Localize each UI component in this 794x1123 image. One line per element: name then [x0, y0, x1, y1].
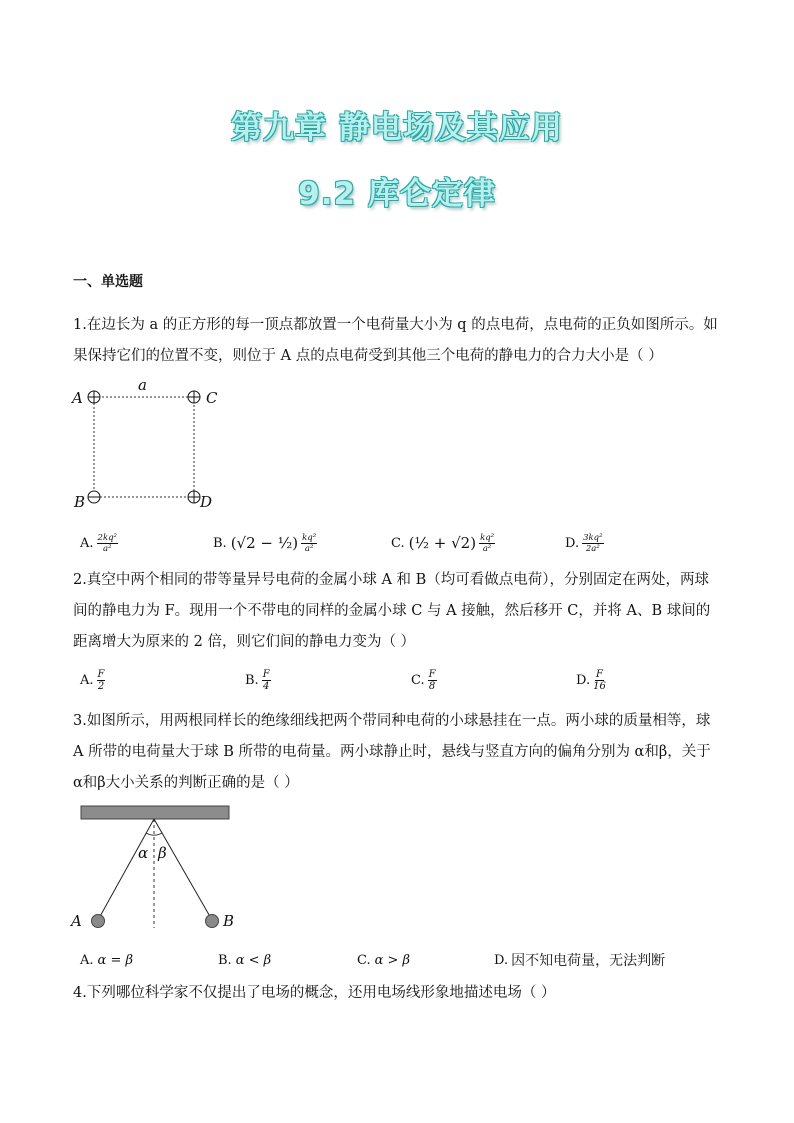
q3-option-b[interactable]: B. α < β	[218, 952, 272, 968]
charge-A-positive	[88, 391, 100, 403]
q1-option-b[interactable]: B. (√2 − ½) $\frac{\text{kq²}}{\text{a²}}$	[213, 532, 317, 554]
q2-option-b[interactable]: B. $\frac{F}{4}$	[245, 668, 270, 692]
chapter-title: 第九章 静电场及其应用	[231, 110, 563, 146]
question-2-options	[80, 667, 720, 693]
square-outline	[94, 397, 194, 497]
label-ball-A: A	[71, 912, 82, 930]
q1-option-a[interactable]: A. $\frac{\text{2kq²}}{\text{a²}}$	[80, 532, 117, 554]
ball-B	[206, 915, 219, 928]
q3-option-c[interactable]: C. α > β	[357, 952, 411, 968]
label-alpha: α	[138, 844, 149, 862]
label-beta: β	[158, 844, 167, 862]
question-2-stem: 2.真空中两个相同的带等量异号电荷的金属小球 A 和 B（均可看做点电荷），分别固定在两处，两球间的静电力为 F。现用一个不带电的同样的金属小球 C 与 A 接触，然后移开 C，并将 A、B 球间的距离增大为原来的 2 倍，则它们间的静电力变为（ ）	[73, 572, 711, 650]
q1-option-d[interactable]: D. $\frac{\text{3kq²}}{\text{2a²}}$	[565, 532, 603, 554]
label-side-a: a	[138, 376, 147, 394]
section-heading: 一、单选题	[73, 274, 143, 290]
pendulum-figure	[65, 800, 245, 940]
q1-option-c[interactable]: C. (½ + √2) $\frac{\text{kq²}}{\text{a²}}$	[391, 532, 495, 554]
charge-D-positive	[188, 491, 200, 503]
ceiling-bar	[81, 806, 229, 819]
label-A: A	[72, 389, 83, 407]
question-3-stem: 3.如图所示，用两根同样长的绝缘细线把两个带同种电荷的小球悬挂在一点。两小球的质量相等，球 A 所带的电荷量大于球 B 所带的电荷量。两小球静止时，悬线与竖直方向的偏角分别为 α和β，关于 α和β大小关系的判断正确的是（ ）	[73, 713, 711, 791]
label-ball-B: B	[223, 912, 235, 930]
label-D: D	[200, 493, 213, 511]
question-3-options	[80, 947, 720, 973]
ball-A	[92, 915, 105, 928]
square-charges-figure	[60, 376, 240, 511]
charge-B-negative	[88, 491, 100, 503]
thread-B	[154, 819, 212, 920]
question-1-options	[80, 530, 720, 556]
question-4-stem: 4.下列哪位科学家不仅提出了电场的概念，还用电场线形象地描述电场（ ）	[73, 985, 556, 1001]
section-title: 9.2 库仑定律	[298, 176, 496, 212]
q2-option-d[interactable]: D. $\frac{F}{16}$	[576, 668, 606, 692]
q2-option-c[interactable]: C. $\frac{F}{8}$	[411, 668, 436, 692]
q3-option-a[interactable]: A. α = β	[80, 952, 133, 968]
label-B: B	[74, 493, 86, 511]
thread-A	[98, 819, 154, 920]
question-1-stem: 1.在边长为 a 的正方形的每一顶点都放置一个电荷量大小为 q 的点电荷，点电荷的正负如图所示。如果保持它们的位置不变，则位于 A 点的点电荷受到其他三个电荷的静电力的合力大小是（ ）	[73, 317, 718, 364]
q2-option-a[interactable]: A. $\frac{F}{2}$	[80, 668, 105, 692]
q3-option-d[interactable]: D. 因不知电荷量，无法判断	[494, 952, 666, 969]
charge-C-positive	[188, 391, 200, 403]
label-C: C	[206, 389, 218, 407]
